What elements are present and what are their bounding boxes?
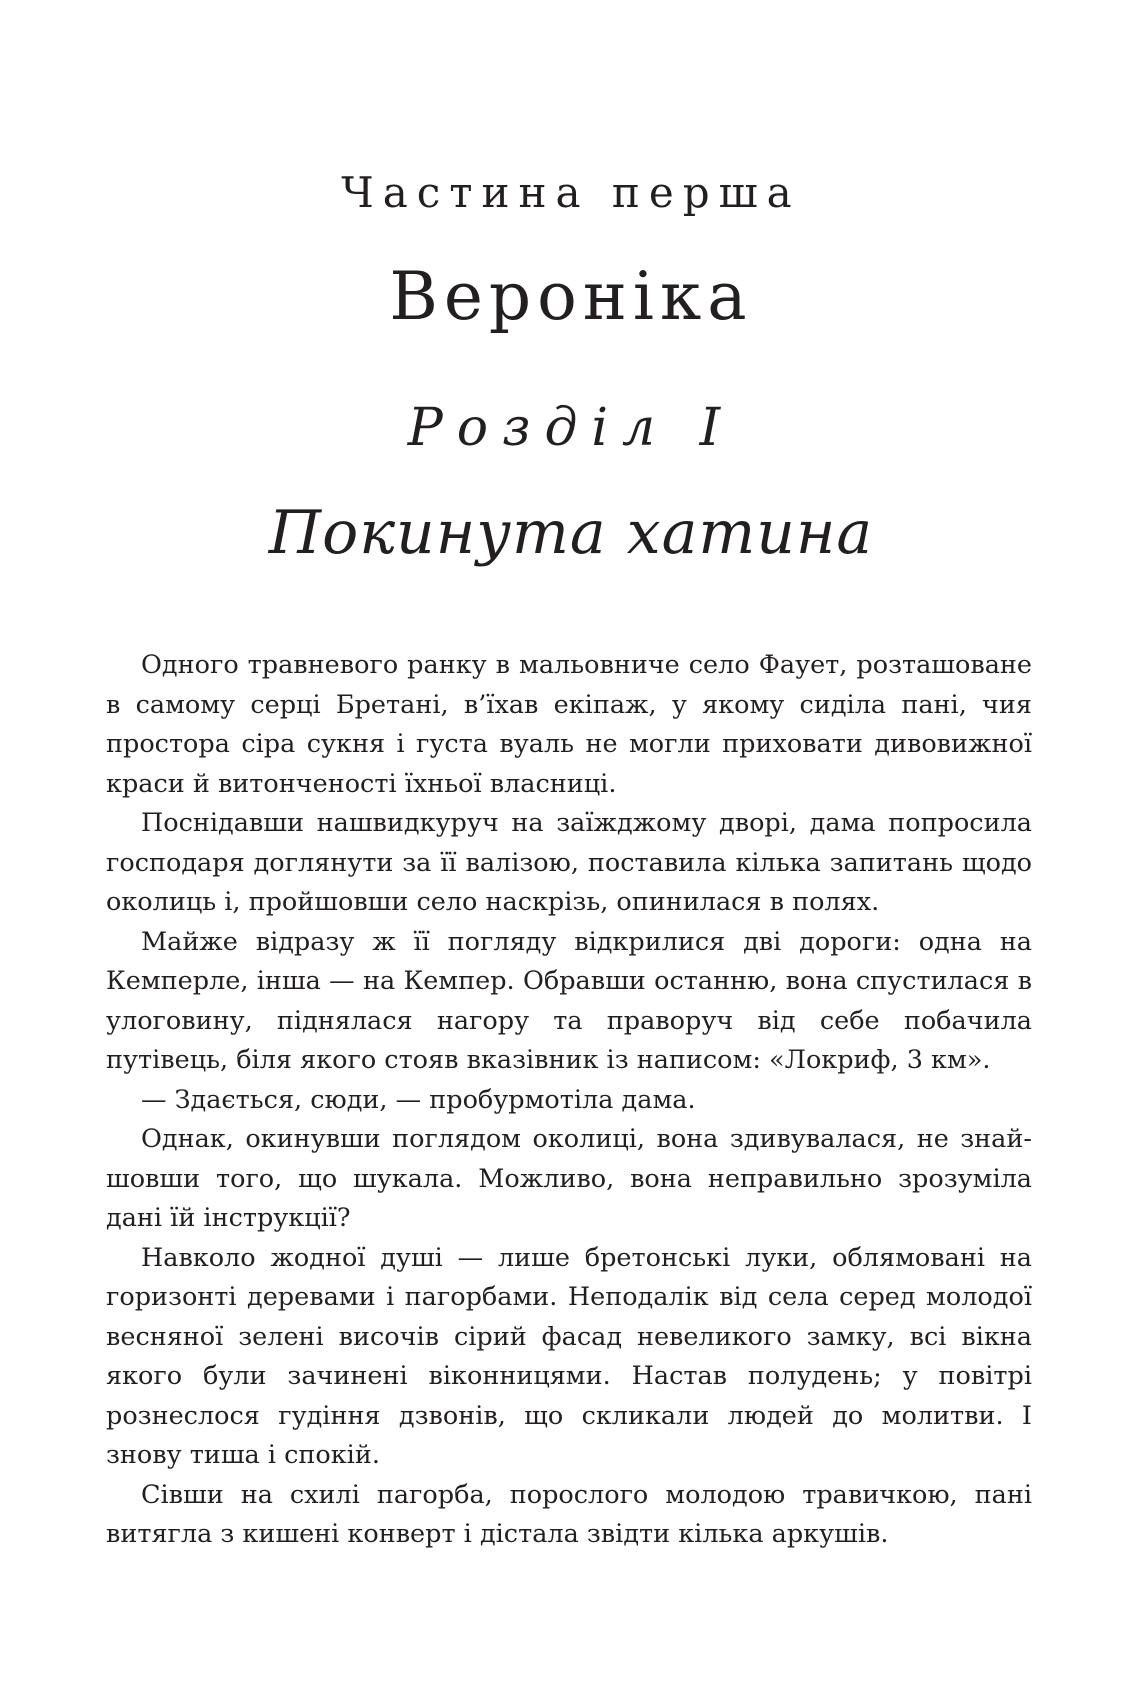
paragraph: Однак, окинувши поглядом околиці, вона здивувалася, не знайшовши того, що шукала. Можливо, вона неправильно зрозуміла дані їй інструкції? [106, 1124, 1032, 1233]
chapter-title: Покинута хатина [268, 498, 874, 568]
paragraph: — Здається, сюди, — пробурмотіла дама. [141, 1084, 696, 1115]
paragraph: Навколо жодної душі — лише бретонські луки, облямовані на горизонті деревами і пагорбами. Неподалік від села серед молодої весняної зелені височів сірий фасад невеликого замку, всі вікна якого були зачинені віконницями. Настав полудень; у повітрі рознеслося гудіння дзвонів, що скликали людей до молитви. І знову тиша і спокій. [106, 1242, 1032, 1470]
chapter-label: Розділ І [407, 398, 735, 458]
paragraph: Майже відразу ж її погляду відкрилися дві дороги: одна на Кемперле, інша — на Кемпер. Обравши останню, вона спустилася в улоговину, піднялася нагору та праворуч від себе побачила путівець, біля якого стояв вказівник із написом: «Локриф, 3 км». [106, 926, 1032, 1075]
paragraph: Сівши на схилі пагорба, порослого молодою травичкою, пані витягла з кишені конверт і дістала звідти кілька аркушів. [106, 1479, 1032, 1549]
paragraph: Поснідавши нашвидкуруч на заїжджому дворі, дама попросила господаря доглянути за її валізою, поставила кілька запитань щодо околиць і, пройшовши село наскрізь, опинилася в полях. [106, 808, 1032, 917]
chapter-body [106, 646, 1032, 1555]
paragraph: Одного травневого ранку в мальовниче село Фаует, розташоване в самому серці Бретані, в’їхав екіпаж, у якому сиділа пані, чия простора сіра сукня і густа вуаль не могли приховати дивовижної краси й витонченості їхньої власниці. [106, 650, 1032, 799]
part-label: Частина перша [341, 168, 801, 217]
part-title: Вероніка [389, 258, 753, 335]
